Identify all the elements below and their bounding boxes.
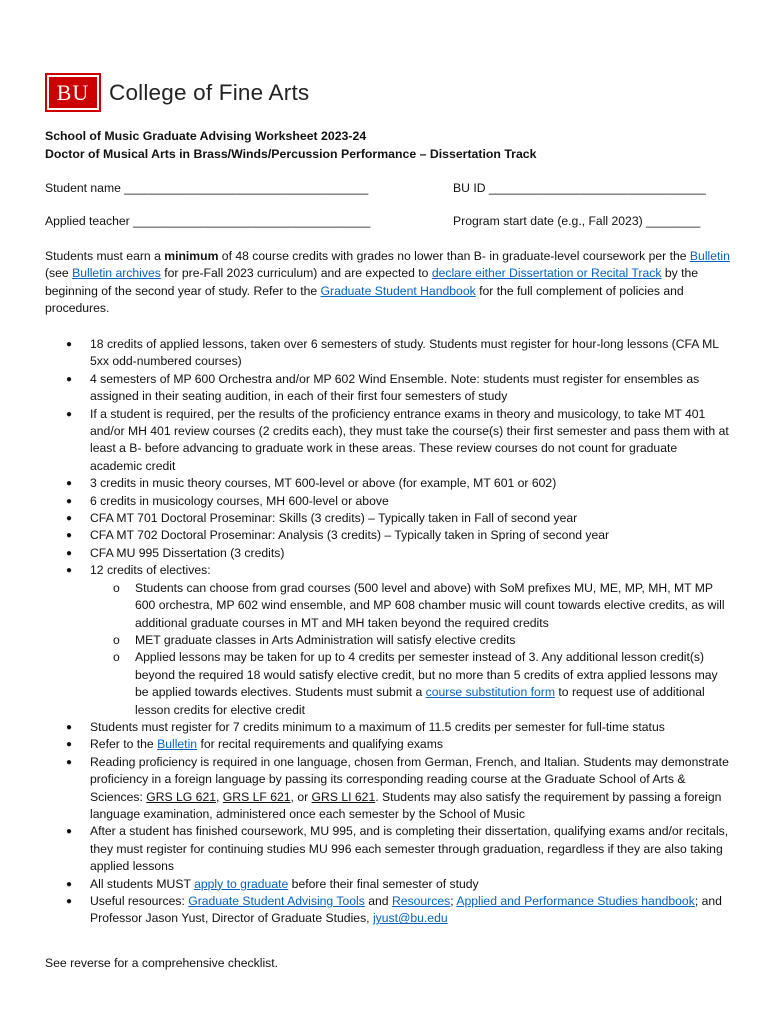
resources-link[interactable]: Resources	[391, 894, 451, 908]
intro-paragraph: Students must earn a minimum of 48 course credits with grades no lower than B- in graduate-level coursework per the Bulletin (see Bulletin archives for pre-Fall 2023 curriculum) and are expected to declare either Dissertation or Recital Track by the beginning of the second year of study. Refer to the Graduate Student Handbook for the full complement of policies and procedures.	[45, 249, 730, 316]
bullet-icon: ●	[66, 339, 73, 350]
sub-list-item: o Applied lessons may be taken for up to 4 credits per semester instead of 3. Any additional lesson credit(s) beyond the required 18 would satisfy elective credit, but no more than 5 credits of extra applied lessons may be applied towards electives. Students must submit a course substitution form to request use of additional lesson credits for elective credit	[113, 650, 718, 717]
list-item: ● All students MUST apply to graduate before their final semester of study	[45, 876, 730, 893]
requirements-list	[45, 336, 730, 928]
sub-list-item: o MET graduate classes in Arts Administration will satisfy elective credits	[90, 632, 730, 649]
program-start-field[interactable]: Program start date (e.g., Fall 2023) ________	[453, 214, 701, 228]
college-name: College of Fine Arts	[109, 79, 310, 105]
bullet-icon: ●	[66, 896, 73, 907]
worksheet-title	[45, 127, 536, 163]
advising-tools-link[interactable]: Graduate Student Advising Tools	[188, 894, 365, 908]
list-item: ● CFA MU 995 Dissertation (3 credits)	[45, 545, 730, 562]
bulletin-archives-link[interactable]: Bulletin archives	[72, 266, 161, 281]
bu-logo-mark: BU	[45, 73, 101, 112]
graduate-handbook-link[interactable]: Graduate Student Handbook	[320, 283, 476, 298]
electives-sublist	[90, 580, 730, 719]
bulletin-link-recital[interactable]: Bulletin	[157, 737, 198, 752]
student-name-field[interactable]: Student name ____________________________________	[45, 181, 369, 195]
circle-bullet-icon: o	[113, 580, 120, 595]
bullet-icon: ●	[66, 826, 73, 838]
apply-to-graduate-link[interactable]: apply to graduate	[194, 876, 289, 891]
list-item: ● If a student is required, per the results of the proficiency entrance exams in theory and musicology, to take MT 401 and/or MH 401 review courses (2 credits each), they must take the course(s) their first semester and pass them with at least a B- before advancing to graduate work in these areas. These review courses do not count for graduate academic credit	[66, 406, 729, 473]
applied-teacher-field[interactable]: Applied teacher ___________________________________	[45, 214, 371, 228]
list-item: ● Reading proficiency is required in one language, chosen from German, French, and Italian. Students may demonstrate proficiency in a foreign language by passing its corresponding reading course at the Graduate School of Arts & Sciences: GRS LG 621, GRS LF 621, or GRS LI 621. Students may also satisfy the requirement by passing a foreign language examination, administered once each semester by the School of Music	[66, 754, 729, 821]
list-item: ● Useful resources: Graduate Student Advising Tools and Resources; Applied and Performance Studies handbook; and Professor Jason Yust, Director of Graduate Studies, jyust@bu.edu	[66, 894, 722, 926]
course-substitution-form-link[interactable]: course substitution form	[425, 685, 556, 700]
bullet-icon: ●	[66, 756, 73, 768]
email-link[interactable]: jyust@bu.edu	[372, 911, 448, 926]
bu-cfa-logo	[45, 73, 309, 112]
list-item: ● 4 semesters of MP 600 Orchestra and/or MP 602 Wind Ensemble. Note: students must register for ensembles as assigned in their seating audition, in each of their first four semesters of study	[66, 371, 700, 404]
bullet-icon: ●	[66, 565, 73, 577]
performance-handbook-link[interactable]: Applied and Performance Studies handbook	[456, 894, 695, 908]
footer-note: See reverse for a comprehensive checklist.	[45, 956, 279, 970]
list-item: ● 12 credits of electives: o Students can choose from grad courses (500 level and above) with SoM prefixes MU, ME, MP, MH, MT MP 600 orchestra, MP 602 wind ensemble, and MP 608 chamber music will count towards elective credits, as will additional graduate courses in MT and MH taken beyond the required credits o MET graduate classes in Arts Administration will satisfy elective credits o Applied lessons may be taken for up to 4 credits per semester instead of 3. Any additional lesson credit(s) beyond the required 18 would satisfy elective credit, but no more than 5 credits of extra applied lessons may be applied towards electives. Students must submit a course substitution form to request use of additional lesson credits for elective credit	[45, 562, 730, 719]
bulletin-link[interactable]: Bulletin	[689, 249, 730, 263]
list-item: ● 18 credits of applied lessons, taken over 6 semesters of study. Students must register for hour-long lessons (CFA ML 5xx odd-numbered courses)	[66, 337, 719, 369]
list-item: ● 6 credits in musicology courses, MH 600-level or above	[45, 493, 730, 510]
list-item: ● After a student has finished coursework, MU 995, and is completing their dissertation, qualifying exams and/or recitals, they must register for continuing studies MU 996 each semester through graduation, regardless if they are also taking applied lessons	[66, 824, 729, 874]
grs-li-621-link[interactable]: GRS LI 621	[311, 789, 376, 804]
list-item: ● Refer to the Bulletin for recital requirements and qualifying exams	[45, 736, 730, 753]
bullet-icon: ●	[66, 721, 73, 733]
bullet-icon: ●	[66, 495, 73, 507]
declare-track-link[interactable]: declare either Dissertation or Recital Track	[431, 266, 662, 281]
bullet-icon: ●	[66, 878, 73, 890]
title-line-2: Doctor of Musical Arts in Brass/Winds/Percussion Performance – Dissertation Track	[45, 147, 537, 161]
sub-list-item: o Students can choose from grad courses (500 level and above) with SoM prefixes MU, ME, MP, MH, MT MP 600 orchestra, MP 602 wind ensemble, and MP 608 chamber music will count towards elective credits, as will additional graduate courses in MT and MH taken beyond the required credits	[113, 580, 725, 630]
bullet-icon: ●	[66, 373, 73, 385]
bullet-icon: ●	[66, 530, 73, 542]
grs-lg-621-link[interactable]: GRS LG 621	[146, 789, 217, 804]
bullet-icon: ●	[66, 478, 73, 490]
minimum-emphasis: minimum	[164, 249, 219, 263]
circle-bullet-icon: o	[113, 650, 120, 665]
bu-id-field[interactable]: BU ID ________________________________	[453, 181, 706, 195]
bullet-icon: ●	[66, 739, 73, 751]
list-item: ● CFA MT 702 Doctoral Proseminar: Analysis (3 credits) – Typically taken in Spring of second year	[45, 527, 730, 544]
list-item: ● Students must register for 7 credits minimum to a maximum of 11.5 credits per semester for full-time status	[45, 719, 730, 736]
bullet-icon: ●	[66, 547, 73, 559]
circle-bullet-icon: o	[113, 632, 120, 647]
bullet-icon: ●	[66, 513, 73, 525]
list-item: ● CFA MT 701 Doctoral Proseminar: Skills (3 credits) – Typically taken in Fall of second year	[45, 510, 730, 527]
list-item: ● 3 credits in music theory courses, MT 600-level or above (for example, MT 601 or 602)	[45, 475, 730, 492]
grs-lf-621-link[interactable]: GRS LF 621	[222, 789, 291, 804]
bullet-icon: ●	[66, 408, 73, 420]
title-line-1: School of Music Graduate Advising Worksheet 2023-24	[45, 129, 367, 143]
